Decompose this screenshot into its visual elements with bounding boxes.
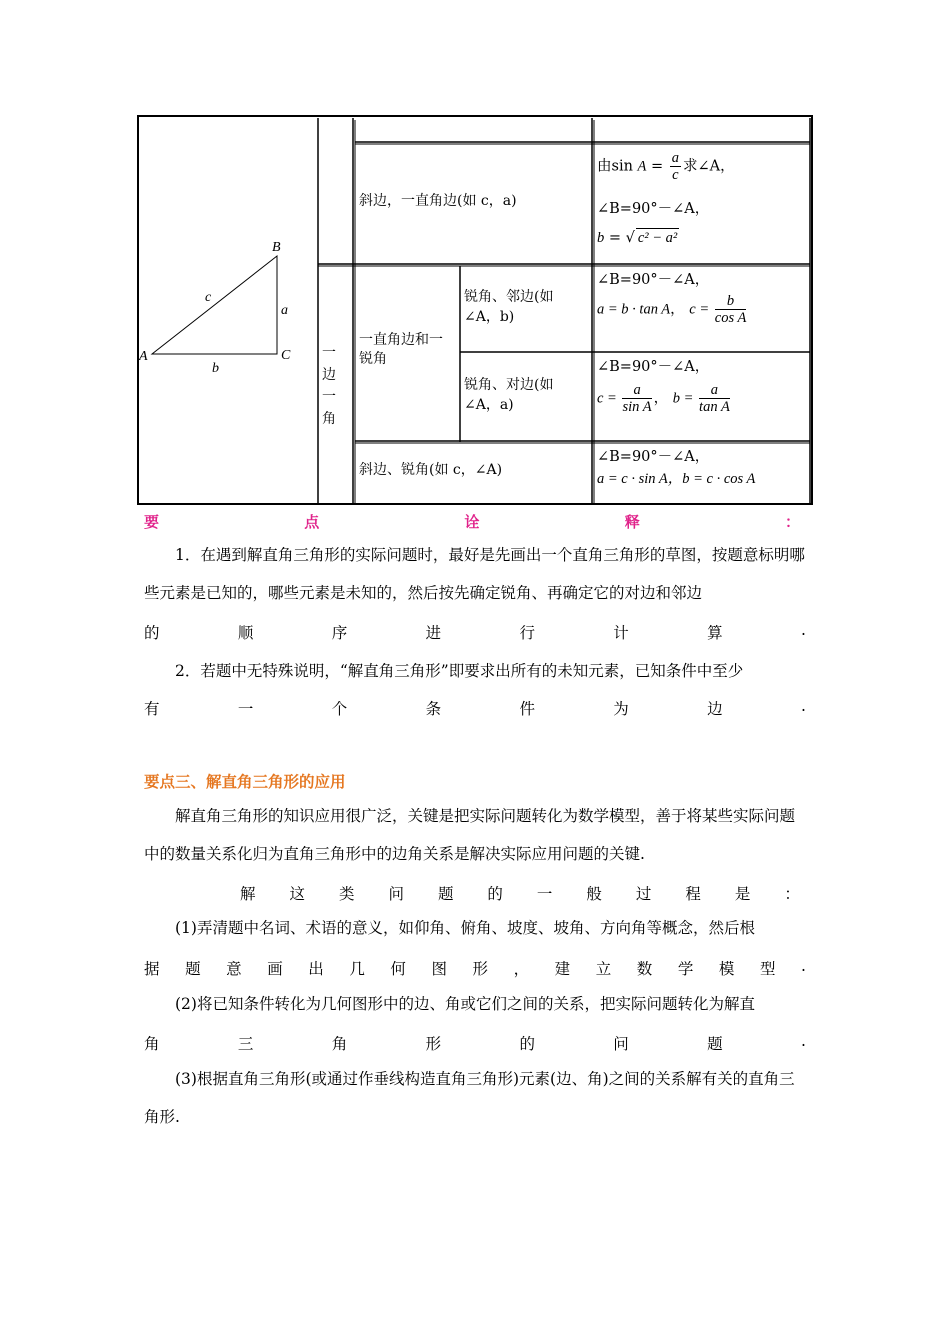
notes-heading — [144, 511, 800, 532]
table-grid — [0, 0, 950, 520]
row1-suffix: 求∠A， — [683, 158, 735, 175]
row2b-line2 — [597, 382, 732, 415]
row1-line2: ∠B=90°－∠A， — [597, 201, 710, 217]
vertex-label-b: B — [272, 240, 281, 255]
row-group-label: 一边一角 — [322, 345, 336, 427]
side-label-b: b — [212, 361, 219, 376]
note-paragraph-2-tail: 有 一 个 条 件 为 边 . — [144, 697, 806, 718]
row2b-sub-condition: 锐角、对边(如∠A，a) — [464, 377, 554, 413]
row3-formula: a = c · sin A，b = c · cos A — [597, 471, 756, 487]
row2a-fraction-num: b — [715, 293, 747, 310]
row1-condition: 斜边，一直角边(如 c，a) — [359, 193, 517, 209]
row2a-sub-condition: 锐角、邻边(如∠A，b) — [464, 289, 554, 325]
row1-solution — [597, 150, 735, 183]
row2b-line1: ∠B=90°－∠A， — [597, 359, 710, 375]
row2a-lhs: c = — [689, 301, 713, 318]
right-triangle-diagram — [138, 240, 291, 376]
vertex-label-a: A — [139, 349, 148, 364]
row3-condition: 斜边、锐角(如 c，∠A) — [359, 462, 503, 478]
row2-condition: 一直角边和一锐角 — [359, 332, 443, 367]
row3-line1: ∠B=90°－∠A， — [597, 449, 710, 465]
note-paragraph-2: 2．若题中无特殊说明，“解直角三角形”即要求出所有的未知元素，已知条件中至少 — [175, 662, 744, 680]
step-3: (3)根据直角三角形(或通过作垂线构造直角三角形)元素(边、角)之间的关系解有关的直角三角形. — [144, 1070, 795, 1126]
note-paragraph-1-tail: 的 顺 序 进 行 计 算 . — [144, 621, 806, 642]
notes-heading-char: ： — [784, 513, 800, 531]
row1-line3: b = √ c² − a² — [597, 230, 678, 246]
row1-fraction-den: c — [672, 167, 679, 183]
vertex-label-c: C — [281, 348, 291, 363]
row1-prefix: 由 — [597, 158, 612, 175]
step-2-tail: 角 三 角 形 的 问 题 . — [144, 1032, 806, 1053]
row2a-part1: a = b · tan A — [597, 301, 671, 318]
notes-heading-char: 点 — [304, 513, 320, 531]
note-paragraph-1: 1．在遇到解直角三角形的实际问题时，最好是先画出一个直角三角形的草图，按题意标明哪些元素是已知的，哪些元素是未知的，然后按先确定锐角、再确定它的对边和邻边 — [144, 546, 805, 602]
row2b-fraction1-num: a — [622, 382, 651, 399]
step-1: (1)弄清题中名词、术语的意义，如仰角、俯角、坡度、坡角、方向角等概念，然后根 — [175, 919, 755, 937]
row1-fraction-num: a — [671, 150, 680, 166]
section3-title: 要点三、解直角三角形的应用 — [144, 773, 346, 791]
notes-heading-char: 要 — [144, 513, 160, 531]
row1-lhs: b — [597, 230, 605, 246]
row1-eq: = — [646, 158, 668, 175]
row1-sqrt-body: c² − a² — [637, 230, 678, 246]
notes-heading-char: 诠 — [464, 513, 480, 531]
notes-heading-char: 释 — [624, 513, 640, 531]
row2b-fraction2-num: a — [699, 382, 730, 399]
step-2: (2)将已知条件转化为几何图形中的边、角或它们之间的关系，把实际问题转化为解直 — [175, 995, 755, 1013]
section3-steps-heading: 解 这 类 问 题 的 一 般 过 程 是 ： — [240, 885, 800, 903]
row3-line2 — [597, 470, 755, 489]
row2b-fraction2-den: tan A — [699, 399, 730, 415]
row2a-line1: ∠B=90°－∠A， — [597, 272, 710, 288]
side-label-c: c — [205, 290, 212, 305]
row1-angle: A — [637, 158, 647, 175]
row2a-sep: ， — [670, 301, 685, 318]
row2a-fraction-den: cos A — [714, 310, 747, 326]
row2b-sep: ， — [653, 390, 669, 407]
row2a-line2 — [597, 293, 748, 326]
section3-intro: 解直角三角形的知识应用很广泛，关键是把实际问题转化为数学模型，善于将某些实际问题中的数量关系化归为直角三角形中的边角关系是解决实际应用问题的关键. — [144, 807, 796, 863]
row2b-lhs1: c = — [597, 390, 621, 407]
row2b-lhs2: b = — [672, 390, 698, 407]
step-1-tail: 据 题 意 画 出 几 何 图 形 ， 建 立 数 学 模 型 . — [144, 957, 806, 978]
side-label-a: a — [281, 303, 288, 318]
row1-func: sin — [611, 158, 633, 175]
row2b-fraction1-den: sin A — [622, 399, 652, 415]
